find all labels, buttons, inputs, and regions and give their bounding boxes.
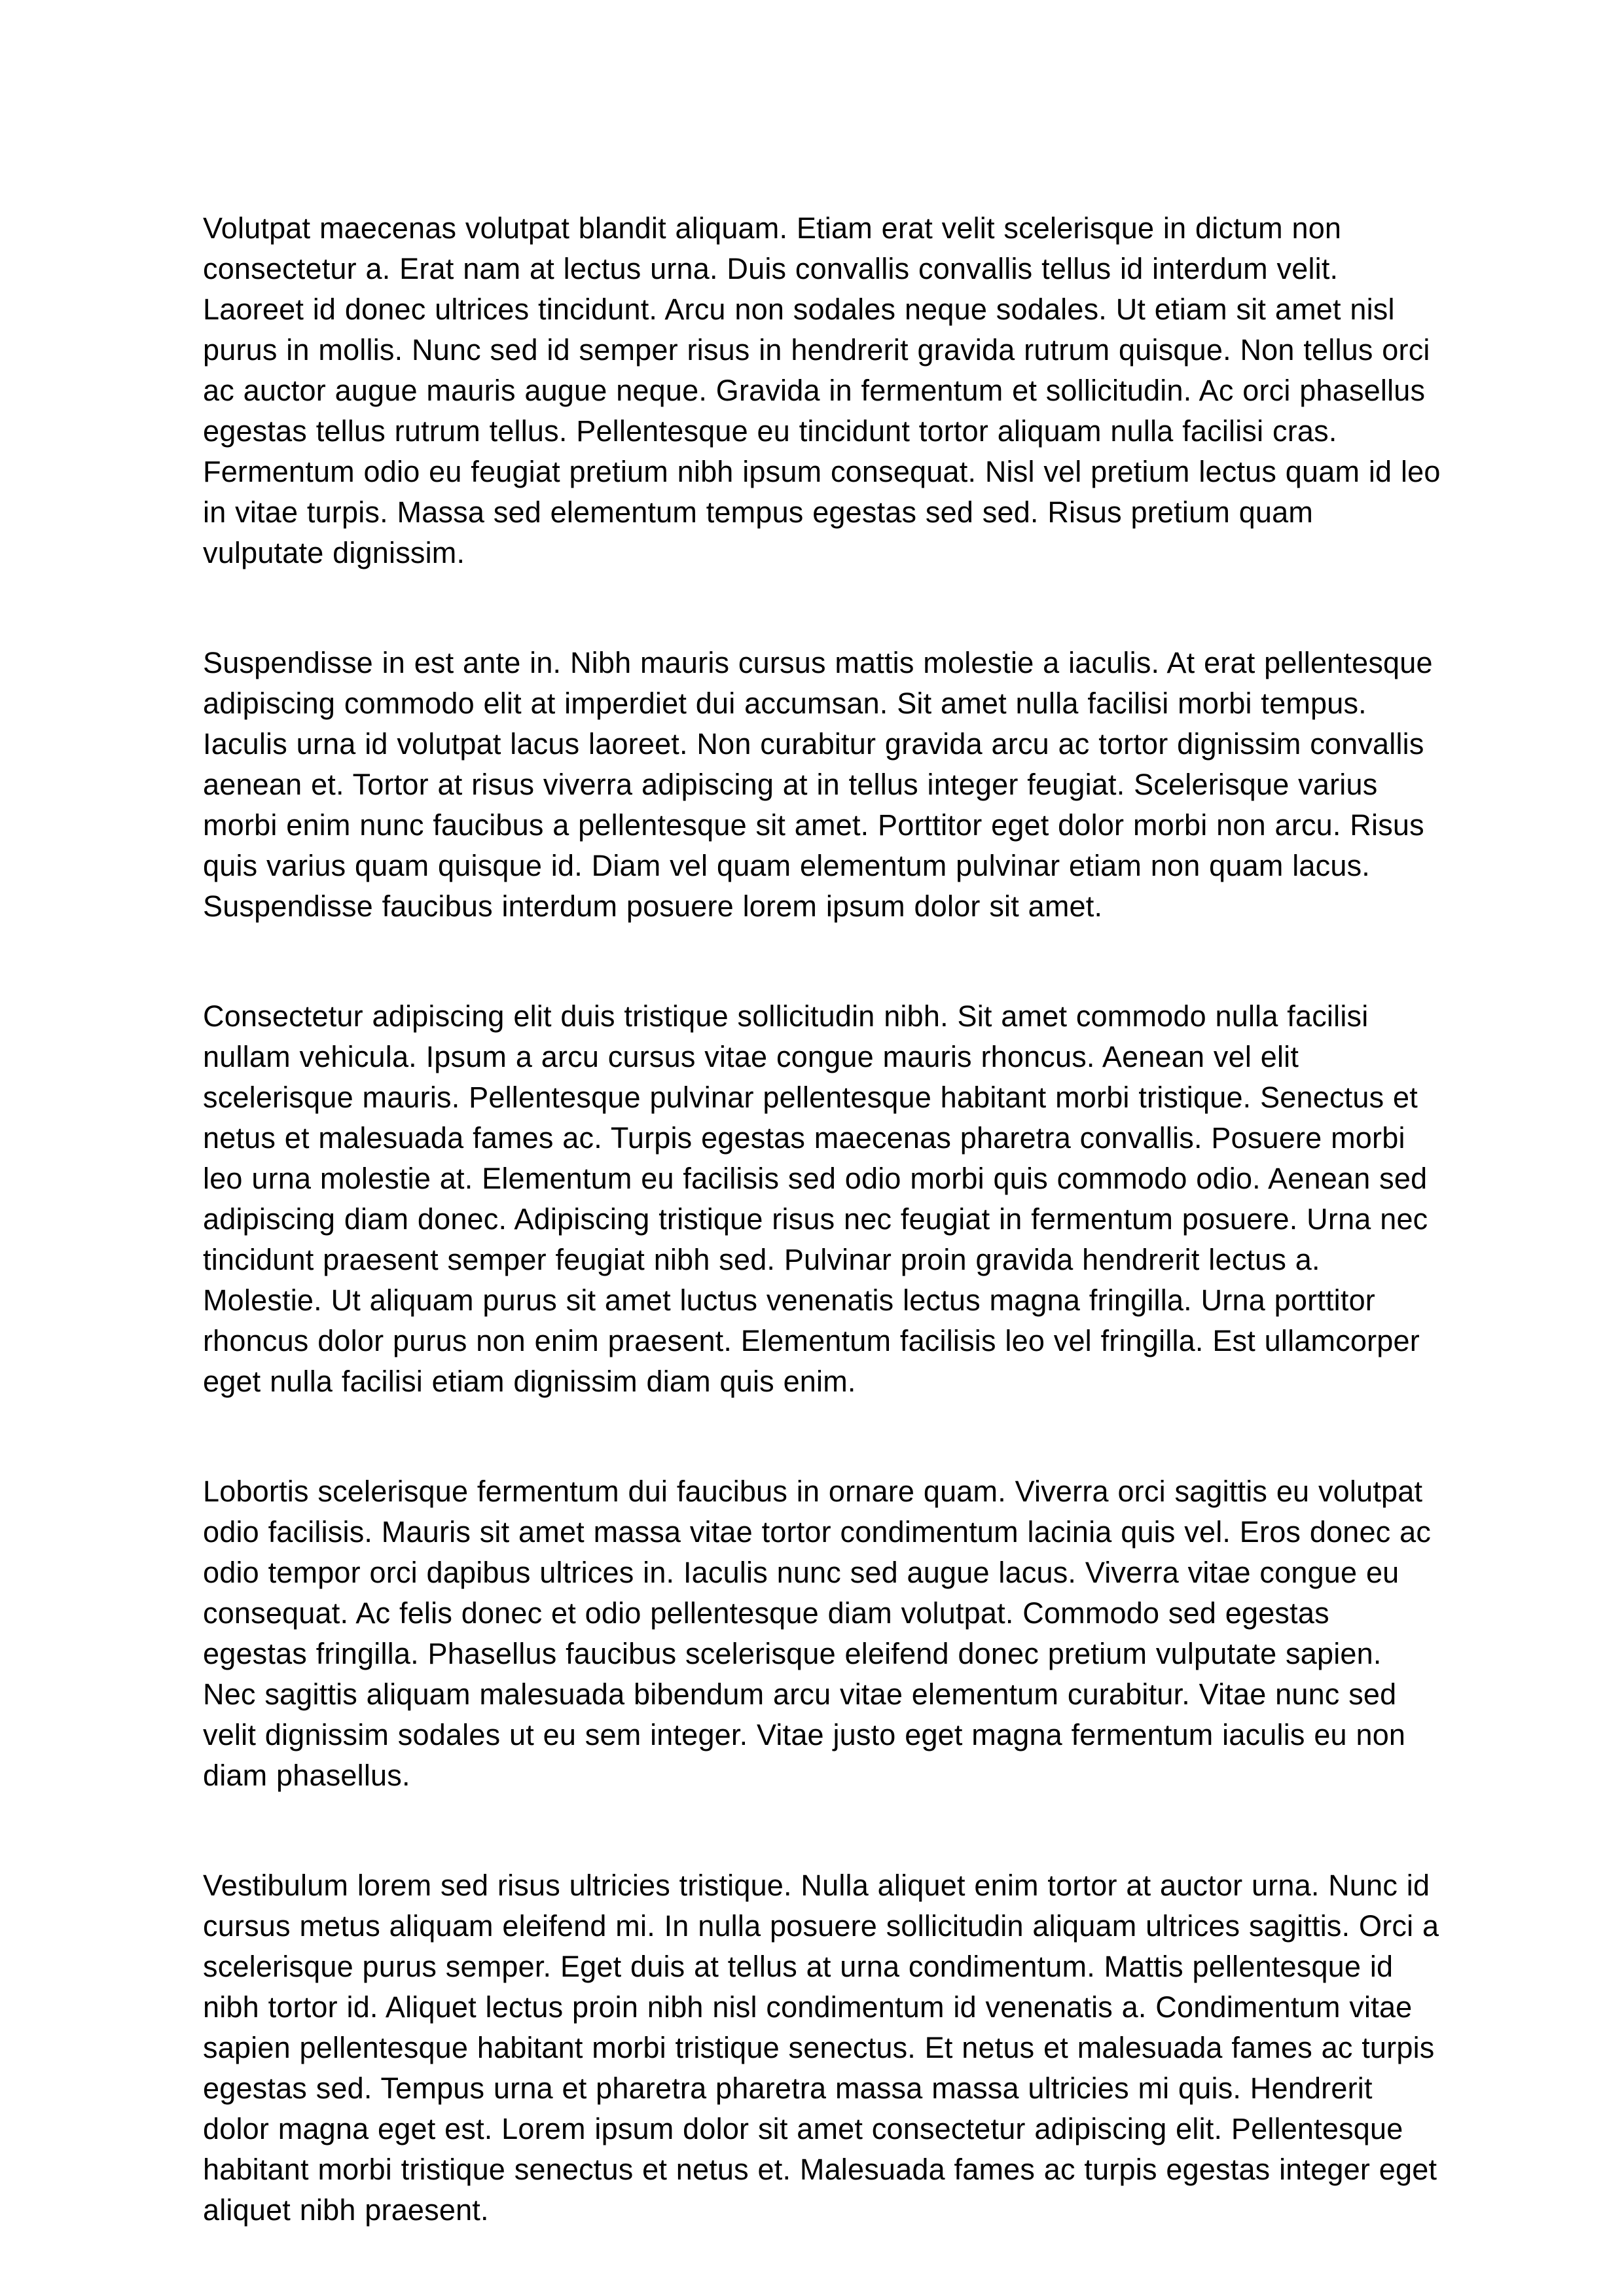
paragraph-5: Vestibulum lorem sed risus ultricies tristique. Nulla aliquet enim tortor at auctor urna. Nunc id cursus metus aliquam eleifend mi. In nulla posuere sollicitudin aliquam ultrices sagittis. Orci a scelerisque purus semper. Eget duis at tellus at urna condimentum. Mattis pellentesque id nibh tortor id. Aliquet lectus proin nibh nisl condimentum id venenatis a. Condimentum vitae sapien pellentesque habitant morbi tristique senectus. Et netus et malesuada fames ac turpis egestas sed. Tempus urna et pharetra pharetra massa massa ultricies mi quis. Hendrerit dolor magna eget est. Lorem ipsum dolor sit amet consectetur adipiscing elit. Pellentesque habitant morbi tristique senectus et netus et. Malesuada fames ac turpis egestas integer eget aliquet nibh praesent. xyxy=(203,1869,1439,2227)
paragraph-3: Consectetur adipiscing elit duis tristique sollicitudin nibh. Sit amet commodo nulla facilisi nullam vehicula. Ipsum a arcu cursus vitae congue mauris rhoncus. Aenean vel elit scelerisque mauris. Pellentesque pulvinar pellentesque habitant morbi tristique. Senectus et netus et malesuada fames ac. Turpis egestas maecenas pharetra convallis. Posuere morbi leo urna molestie at. Elementum eu facilisis sed odio morbi quis commodo odio. Aenean sed adipiscing diam donec. Adipiscing tristique risus nec feugiat in fermentum posuere. Urna nec tincidunt praesent semper feugiat nibh sed. Pulvinar proin gravida hendrerit lectus a. Molestie. Ut aliquam purus sit amet luctus venenatis lectus magna fringilla. Urna porttitor rhoncus dolor purus non enim praesent. Elementum facilisis leo vel fringilla. Est ullamcorper eget nulla facilisi etiam dignissim diam quis enim. xyxy=(203,999,1428,1398)
paragraph-2: Suspendisse in est ante in. Nibh mauris cursus mattis molestie a iaculis. At erat pellentesque adipiscing commodo elit at imperdiet dui accumsan. Sit amet nulla facilisi morbi tempus. Iaculis urna id volutpat lacus laoreet. Non curabitur gravida arcu ac tortor dignissim convallis aenean et. Tortor at risus viverra adipiscing at in tellus integer feugiat. Scelerisque varius morbi enim nunc faucibus a pellentesque sit amet. Porttitor eget dolor morbi non arcu. Risus quis varius quam quisque id. Diam vel quam elementum pulvinar etiam non quam lacus. Suspendisse faucibus interdum posuere lorem ipsum dolor sit amet. xyxy=(203,646,1433,923)
paragraph-1: Volutpat maecenas volutpat blandit aliquam. Etiam erat velit scelerisque in dictum non consectetur a. Erat nam at lectus urna. Duis convallis convallis tellus id interdum velit. Laoreet id donec ultrices tincidunt. Arcu non sodales neque sodales. Ut etiam sit amet nisl purus in mollis. Nunc sed id semper risus in hendrerit gravida rutrum quisque. Non tellus orci ac auctor augue mauris augue neque. Gravida in fermentum et sollicitudin. Ac orci phasellus egestas tellus rutrum tellus. Pellentesque eu tincidunt tortor aliquam nulla facilisi cras. Fermentum odio eu feugiat pretium nibh ipsum consequat. Nisl vel pretium lectus quam id leo in vitae turpis. Massa sed elementum tempus egestas sed sed. Risus pretium quam vulputate dignissim. xyxy=(203,211,1441,569)
paragraph-4: Lobortis scelerisque fermentum dui faucibus in ornare quam. Viverra orci sagittis eu volutpat odio facilisis. Mauris sit amet massa vitae tortor condimentum lacinia quis vel. Eros donec ac odio tempor orci dapibus ultrices in. Iaculis nunc sed augue lacus. Viverra vitae congue eu consequat. Ac felis donec et odio pellentesque diam volutpat. Commodo sed egestas egestas fringilla. Phasellus faucibus scelerisque eleifend donec pretium vulputate sapien. Nec sagittis aliquam malesuada bibendum arcu vitae elementum curabitur. Vitae nunc sed velit dignissim sodales ut eu sem integer. Vitae justo eget magna fermentum iaculis eu non diam phasellus. xyxy=(203,1475,1432,1792)
